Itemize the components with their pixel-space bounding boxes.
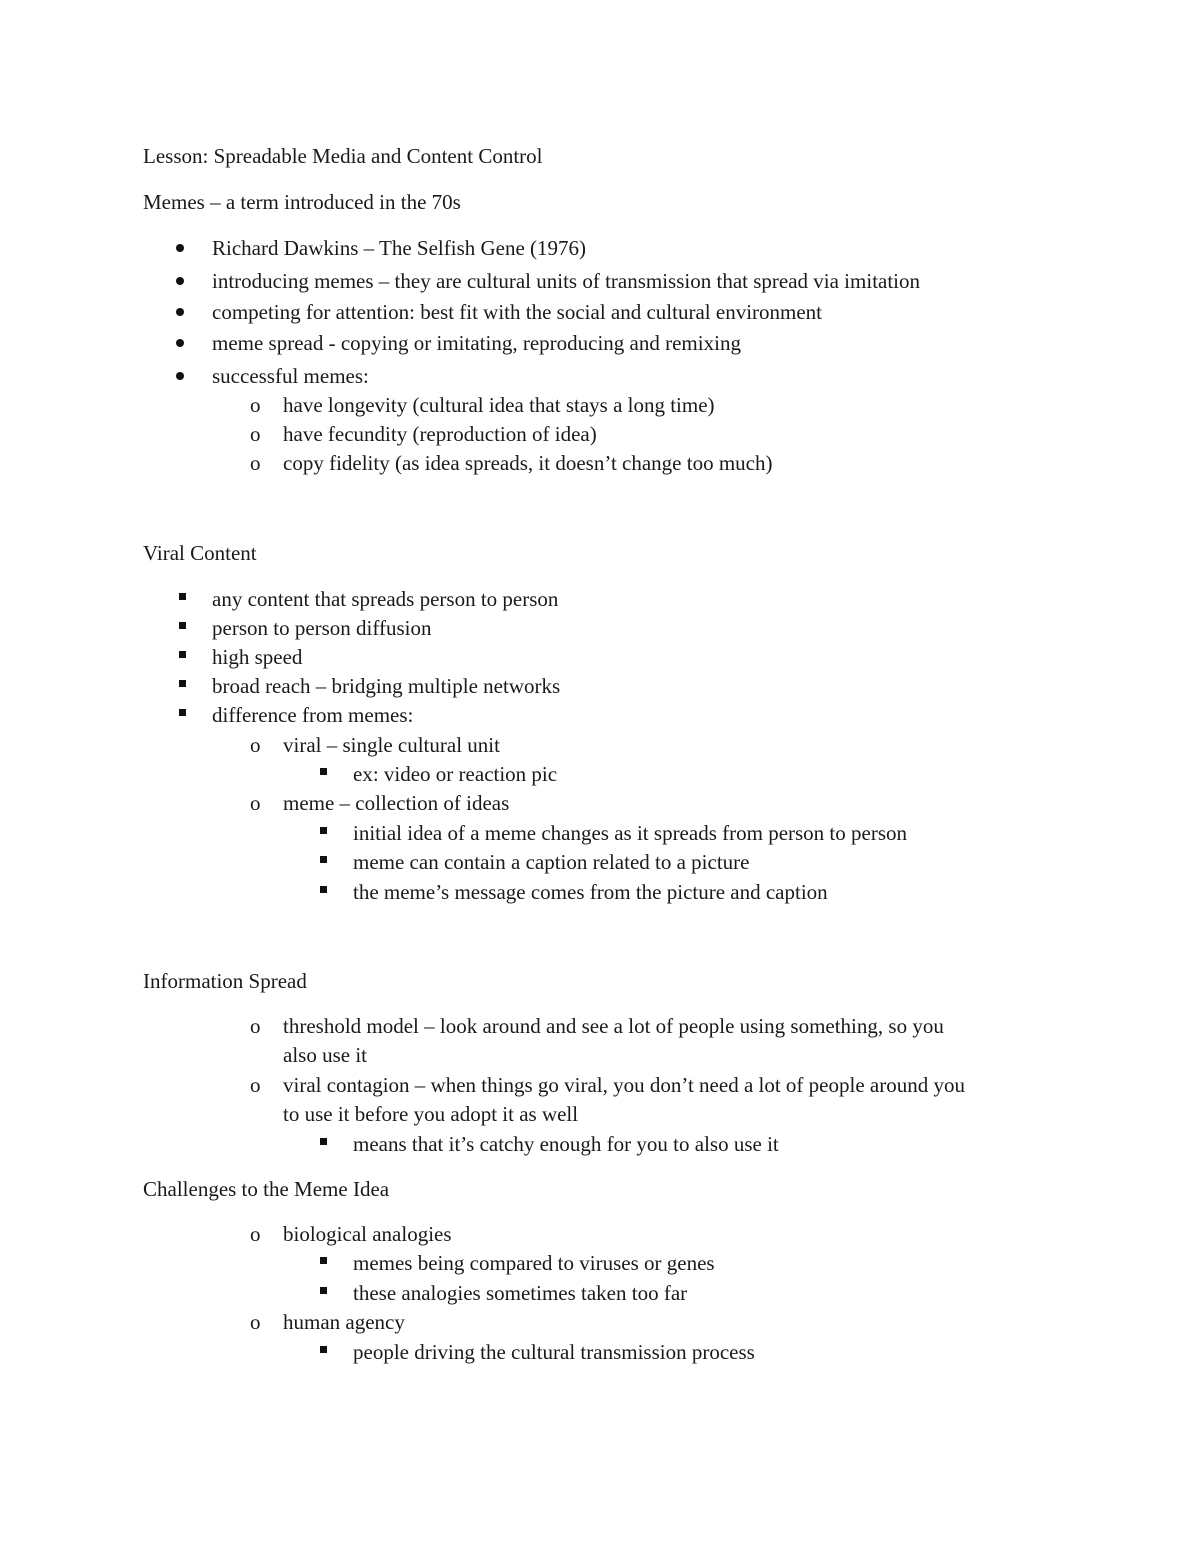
bullet-circle-icon: o [250,791,261,815]
list-item: introducing memes – they are cultural units of transmission that spread via imitation [212,269,921,293]
list-sub-sub-item: means that it’s catchy enough for you to also use it [353,1132,779,1156]
list-sub-sub-item: meme can contain a caption related to a picture [353,850,750,874]
bullet-circle-icon: o [250,451,261,475]
bullet-square-icon [179,593,186,600]
bullet-square-icon [320,1138,327,1145]
viral-heading: Viral Content [143,541,257,565]
list-sub-item-continued: to use it before you adopt it as well [283,1102,579,1126]
list-sub-item: have longevity (cultural idea that stays a long time) [283,393,715,417]
bullet-square-icon [320,827,327,834]
bullet-dot-icon [176,244,184,252]
info-heading: Information Spread [143,969,307,993]
bullet-circle-icon: o [250,422,261,446]
bullet-square-icon [320,1257,327,1264]
list-sub-item: meme – collection of ideas [283,791,510,815]
bullet-square-icon [320,886,327,893]
bullet-dot-icon [176,277,184,285]
list-sub-item: have fecundity (reproduction of idea) [283,422,597,446]
list-item: person to person diffusion [212,616,432,640]
bullet-square-icon [179,709,186,716]
bullet-circle-icon: o [250,1222,261,1246]
list-sub-sub-item: these analogies sometimes taken too far [353,1281,688,1305]
bullet-circle-icon: o [250,1073,261,1097]
list-sub-sub-item: initial idea of a meme changes as it spreads from person to person [353,821,907,845]
bullet-circle-icon: o [250,393,261,417]
list-item: meme spread - copying or imitating, reproducing and remixing [212,331,741,355]
bullet-square-icon [179,651,186,658]
list-sub-item: viral contagion – when things go viral, you don’t need a lot of people around you [283,1073,965,1097]
list-sub-sub-item: the meme’s message comes from the picture and caption [353,880,828,904]
bullet-circle-icon: o [250,733,261,757]
challenges-heading: Challenges to the Meme Idea [143,1177,390,1201]
bullet-square-icon [320,1346,327,1353]
bullet-square-icon [179,622,186,629]
bullet-circle-icon: o [250,1310,261,1334]
list-item: successful memes: [212,364,369,388]
list-sub-item: human agency [283,1310,405,1334]
list-item: difference from memes: [212,703,414,727]
list-item: high speed [212,645,303,669]
list-item: any content that spreads person to person [212,587,559,611]
list-sub-item-continued: also use it [283,1043,367,1067]
lesson-title: Lesson: Spreadable Media and Content Control [143,144,543,168]
bullet-square-icon [320,856,327,863]
list-item: Richard Dawkins – The Selfish Gene (1976) [212,236,587,260]
bullet-square-icon [320,768,327,775]
list-sub-item: threshold model – look around and see a lot of people using something, so you [283,1014,944,1038]
list-sub-sub-item: people driving the cultural transmission process [353,1340,755,1364]
bullet-square-icon [320,1287,327,1294]
list-sub-item: copy fidelity (as idea spreads, it doesn’t change too much) [283,451,773,475]
list-item: broad reach – bridging multiple networks [212,674,561,698]
list-sub-sub-item: ex: video or reaction pic [353,762,558,786]
bullet-square-icon [179,680,186,687]
bullet-dot-icon [176,308,184,316]
list-sub-sub-item: memes being compared to viruses or genes [353,1251,715,1275]
list-sub-item: biological analogies [283,1222,452,1246]
bullet-circle-icon: o [250,1014,261,1038]
list-item: competing for attention: best fit with the social and cultural environment [212,300,823,324]
bullet-dot-icon [176,372,184,380]
list-sub-item: viral – single cultural unit [283,733,500,757]
memes-heading: Memes – a term introduced in the 70s [143,190,461,214]
bullet-dot-icon [176,339,184,347]
